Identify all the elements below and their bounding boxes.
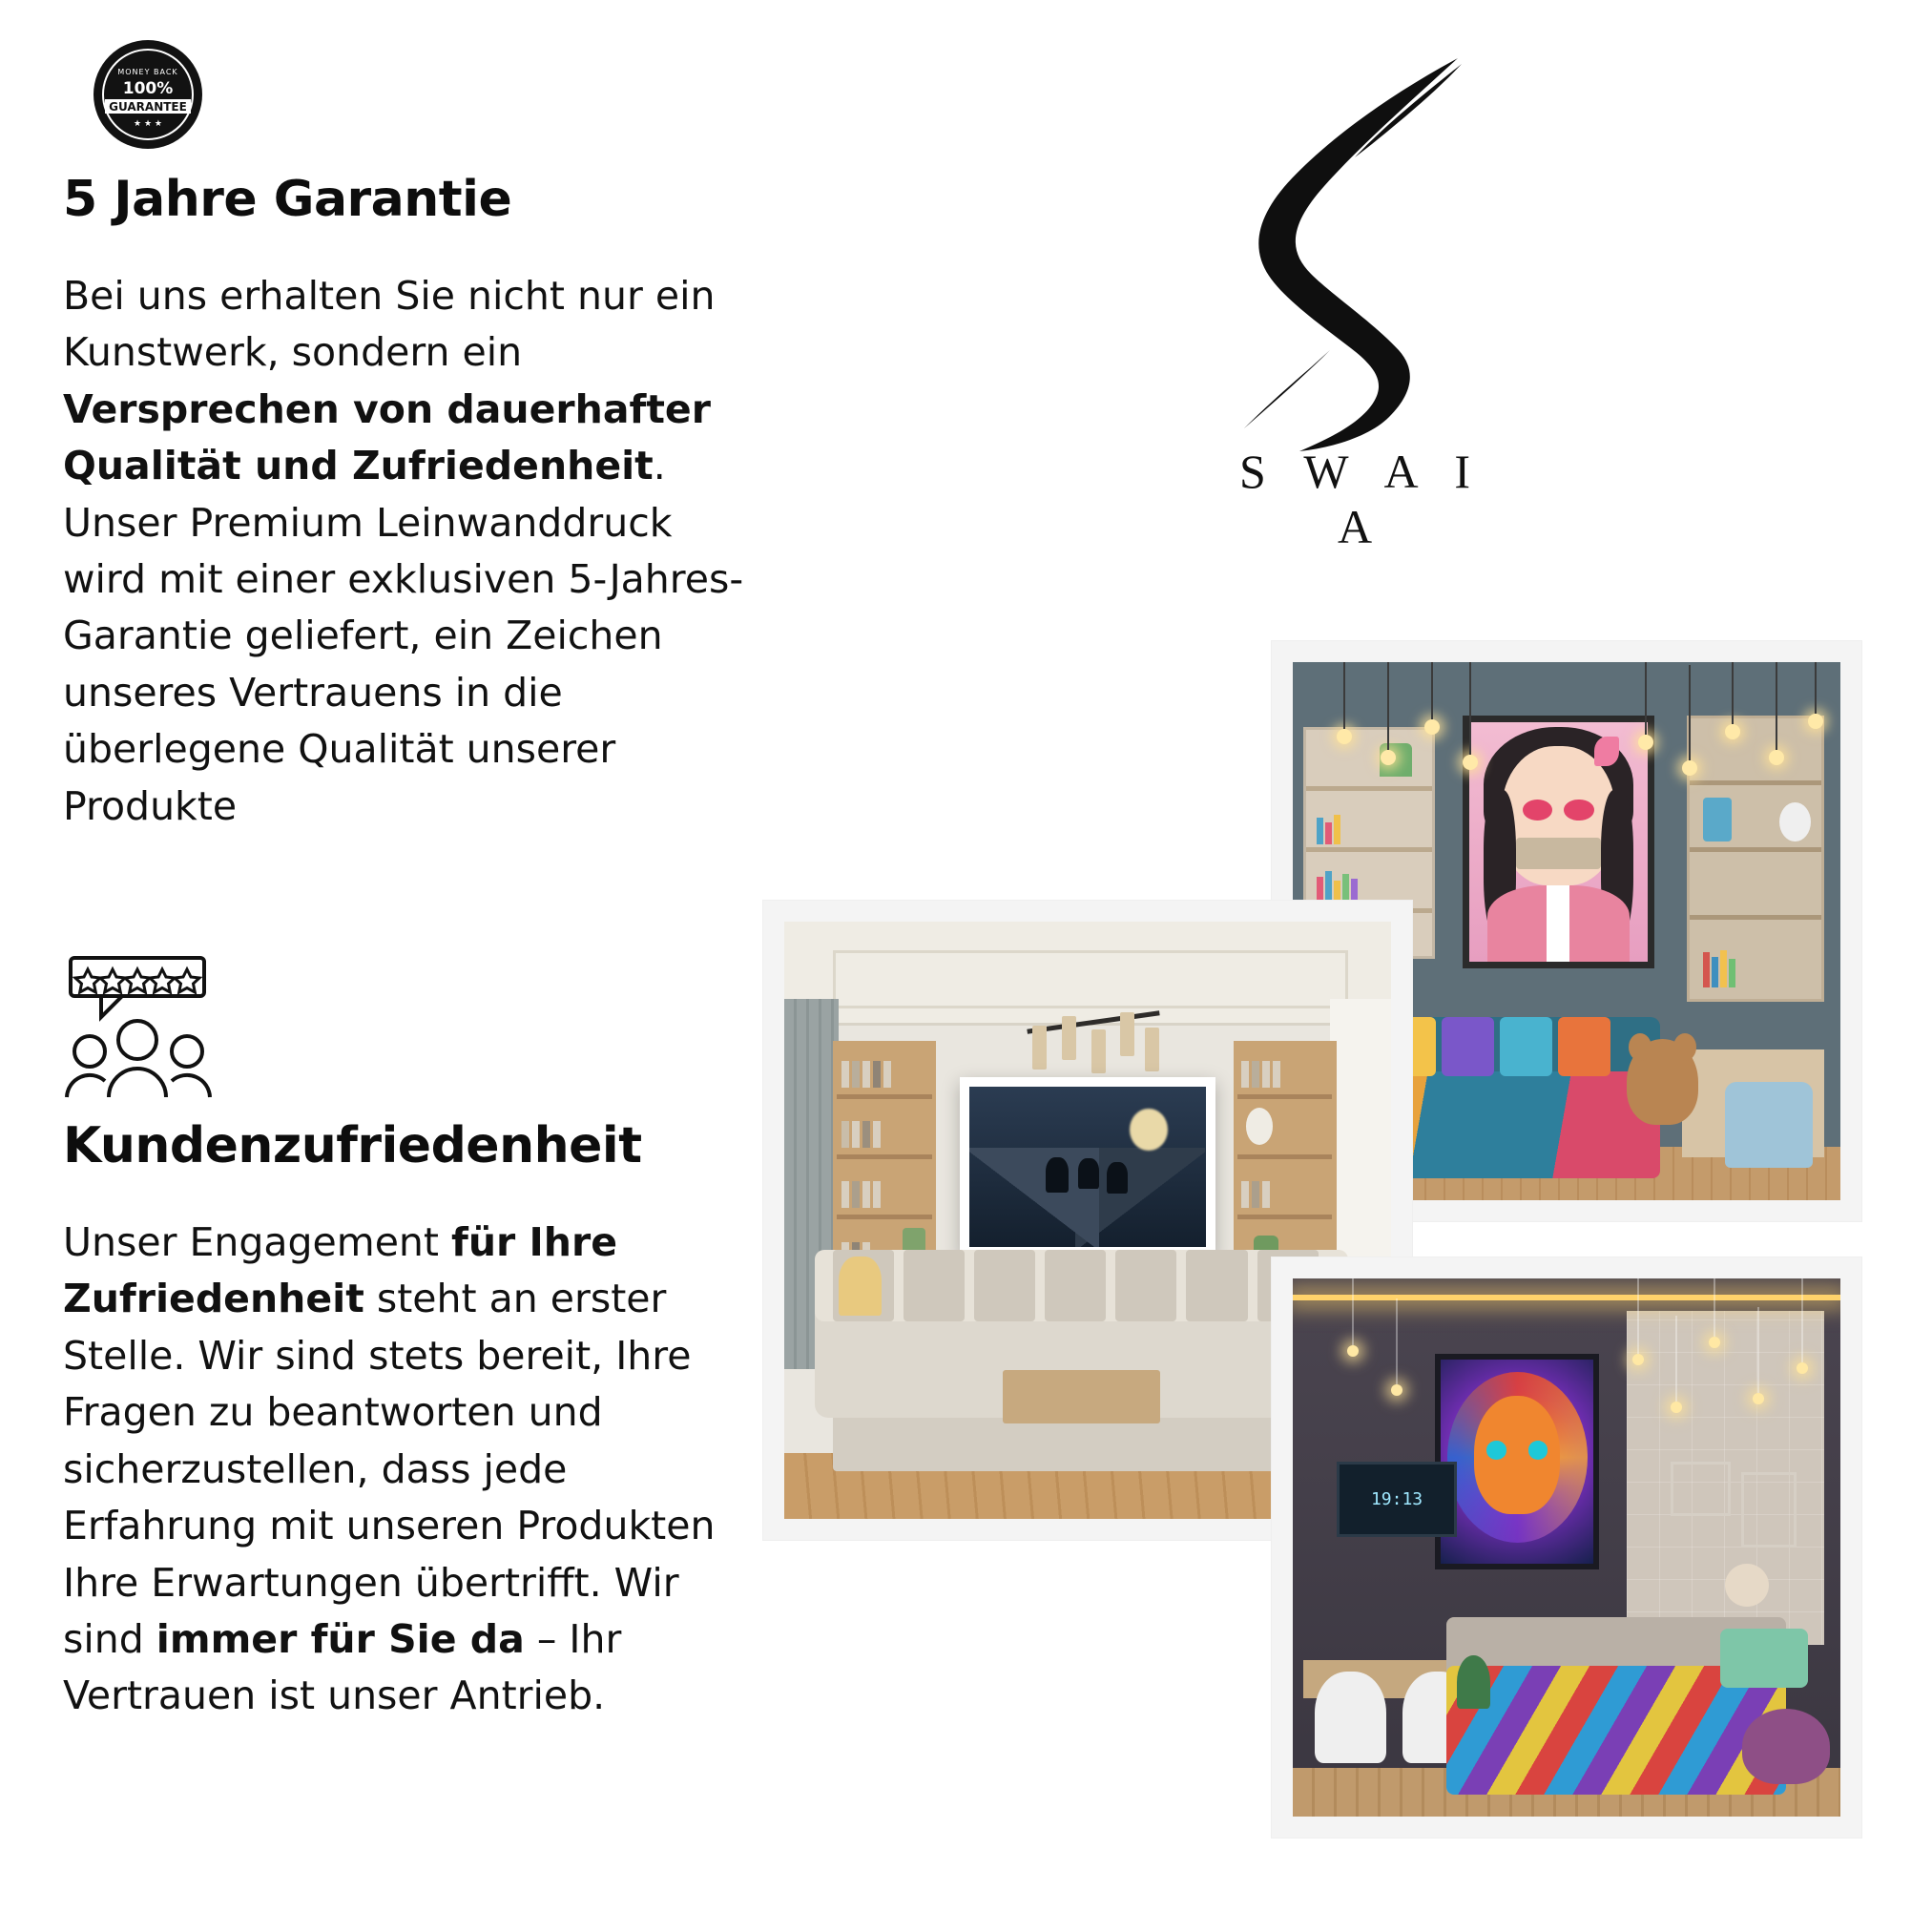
left-content-column [63, 38, 750, 1764]
page-title-garantie: 5 Jahre Garantie [63, 171, 512, 228]
kundenzufriedenheit-paragraph: Unser Engagement für Ihre Zufriedenheit steht an erster Stelle. Wir sind stets bereit, Ihre Fragen zu beantworten und sicherzustellen, dass jede Erfahrung mit unseren Produkten Ihre Erwartungen übertrifft. Wir sind immer für Sie da – Ihr Vertrauen ist unser Antrieb. [63, 1218, 716, 1719]
customer-rating-people-icon [63, 952, 244, 1105]
page-title-kundenzufriedenheit: Kundenzufriedenheit [63, 1117, 642, 1175]
brand-logo [1197, 52, 1512, 553]
svg-text:100%: 100% [122, 79, 174, 98]
money-back-guarantee-badge [63, 38, 239, 162]
svg-text:MONEY BACK: MONEY BACK [117, 68, 178, 76]
lion-bedroom-image [1293, 1278, 1840, 1817]
swaia-s-logo-icon [1212, 52, 1498, 453]
svg-text:GUARANTEE: GUARANTEE [109, 100, 187, 114]
guarantee-seal-icon [63, 38, 233, 151]
desk-monitor-clock: 19:13 [1337, 1462, 1457, 1537]
svg-text:★ ★ ★: ★ ★ ★ [134, 119, 162, 129]
lion-bedroom-photo [1272, 1257, 1861, 1838]
garantie-paragraph: Bei uns erhalten Sie nicht nur ein Kunstwerk, sondern ein Versprechen von dauerhafter Qualität und Zufriedenheit. Unser Premium Leinwanddruck wird mit einer exklusiven 5-Jahres-Garantie geliefert, ein Zeichen unseres Vertrauens in die überlegene Qualität unserer Produkte [63, 272, 744, 829]
brand-wordmark: S W A I A [1239, 445, 1484, 553]
